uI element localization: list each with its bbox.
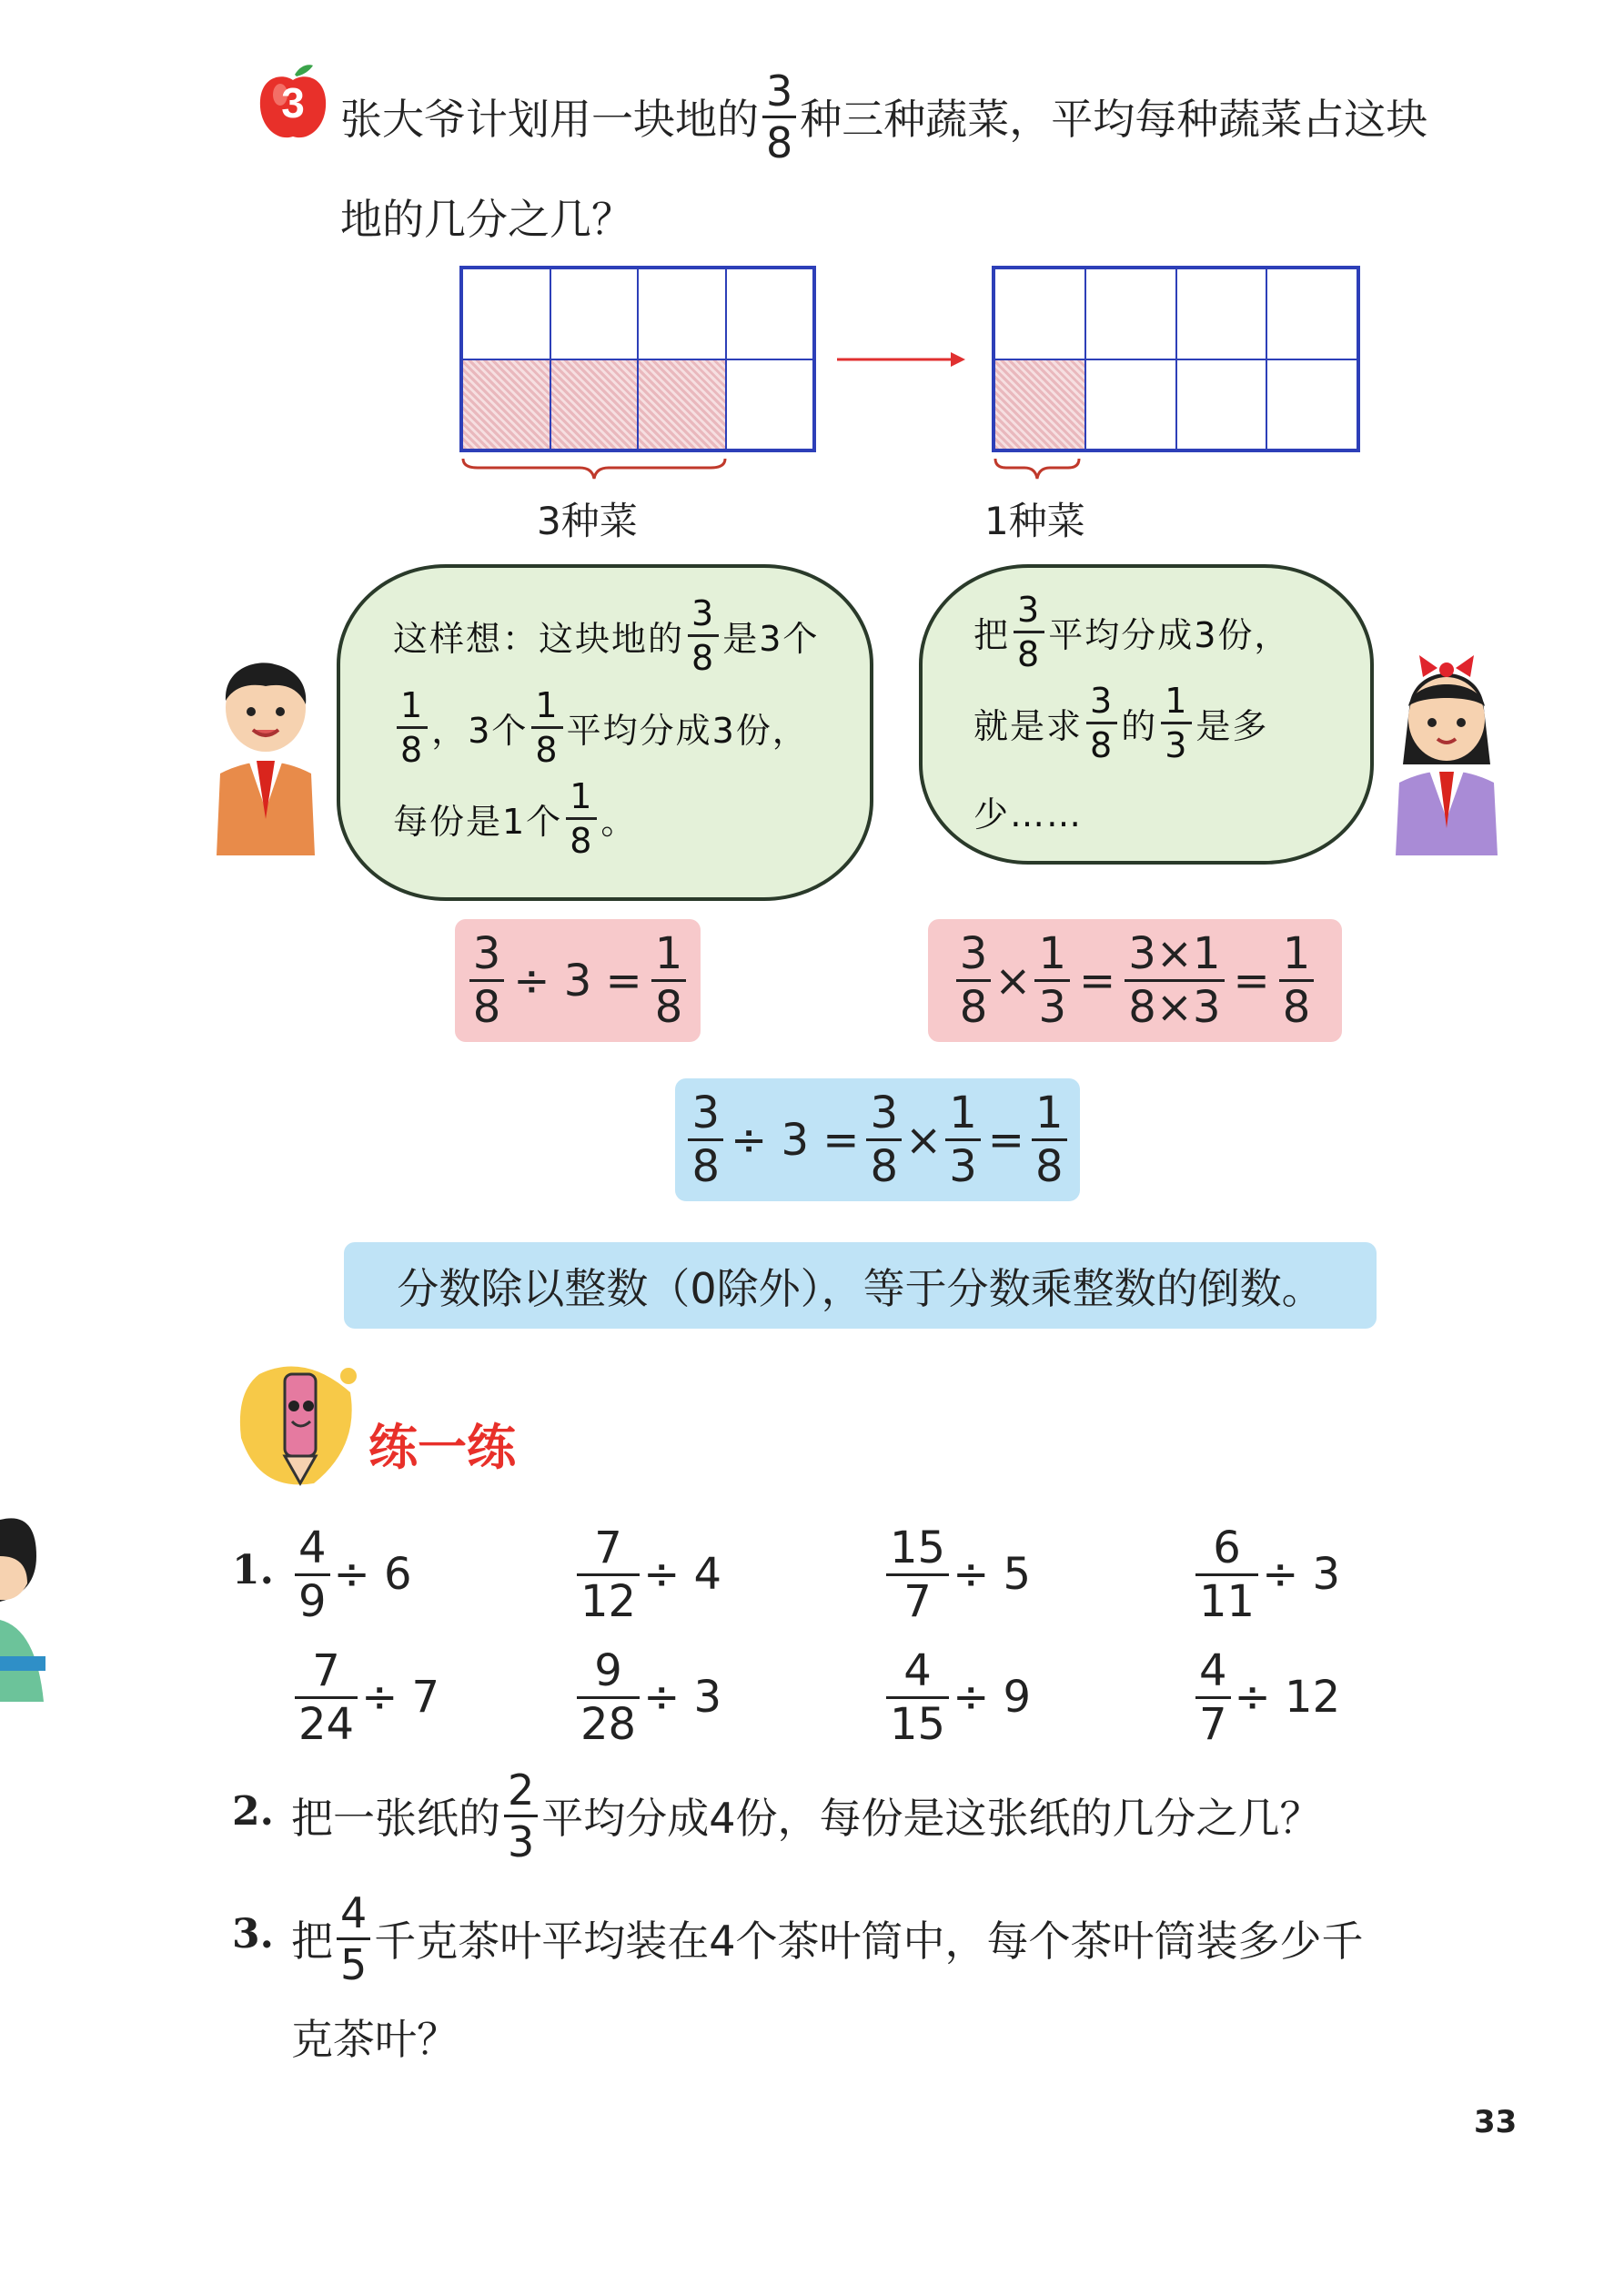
right-grid-label: 1种菜	[984, 499, 1085, 543]
grid-cell	[1266, 268, 1357, 359]
example-badge	[255, 62, 331, 144]
exercise-item: $\frac{7}{12}$ ÷ 4	[573, 1515, 721, 1633]
exercise-item: $\frac{9}{28}$ ÷ 3	[573, 1638, 721, 1756]
exercise-item: $\frac{15}{7}$ ÷ 5	[883, 1515, 1031, 1633]
question-3-line-1: 把 $\frac{4}{5}$ 千克茶叶平均装在4个茶叶筒中，每个茶叶筒装多少千	[291, 1887, 1364, 1989]
page-number: 33	[1474, 2104, 1518, 2140]
girl-character-icon	[1383, 655, 1510, 855]
question-2-label: 2.	[232, 1788, 274, 1835]
example-text-b: 种三种蔬菜，平均每种蔬菜占这块	[800, 95, 1428, 144]
exercise-item: $\frac{4}{15}$ ÷ 9	[883, 1638, 1031, 1756]
grid-cell	[1085, 268, 1176, 359]
fraction: $\frac{1}{3}$	[1161, 683, 1192, 763]
exercise-item: $\frac{4}{9}$ ÷ 6	[291, 1515, 412, 1633]
example-line-1	[340, 62, 1427, 171]
grid-cell	[726, 268, 814, 359]
grid-cell	[1085, 359, 1176, 450]
example-text-a: 张大爷计划用一块地的	[340, 95, 759, 144]
formula-division-box: $\frac{3}{8}$ ÷ 3 = $\frac{1}{8}$	[455, 919, 701, 1042]
rule-box	[344, 1242, 1377, 1329]
left-speech-bubble	[337, 564, 873, 901]
example-number: 3	[281, 79, 305, 126]
fraction: $\frac{3}{8}$	[1014, 592, 1044, 672]
bubble-left-line-2: $\frac{1}{8}$ ，3个 $\frac{1}{8}$ 平均分成3份，	[393, 682, 809, 773]
right-speech-bubble	[919, 564, 1374, 865]
bubble-right-line-3: 少……	[973, 794, 1084, 834]
fraction: $\frac{1}{8}$	[397, 688, 428, 767]
grid-cell	[1176, 359, 1267, 450]
left-grid	[459, 266, 816, 452]
grid-cell-shaded	[550, 359, 639, 450]
fraction: $\frac{3}{8}$	[1086, 683, 1117, 763]
grid-cell	[462, 268, 550, 359]
grid-cell	[638, 268, 726, 359]
rule-text: 分数除以整数（0除外），等于分数乘整数的倒数。	[397, 1263, 1324, 1313]
grid-cell-shaded	[638, 359, 726, 450]
right-arrow-icon	[832, 346, 969, 373]
question-1-label: 1.	[232, 1547, 274, 1593]
boy-character-icon	[211, 655, 320, 855]
left-brace-icon	[459, 455, 729, 482]
fraction: $\frac{3}{8}$	[688, 596, 719, 675]
question-3-label: 3.	[232, 1911, 274, 1957]
formula-multiply-box: $\frac{3}{8}$ × $\frac{1}{3}$ = $\frac{3\times 1}{8\times 3}$ = $\frac{1}{8}$	[928, 919, 1342, 1042]
grid-cell-shaded	[994, 359, 1085, 450]
grid-cell	[1176, 268, 1267, 359]
pencil-mascot-icon	[232, 1356, 368, 1492]
partial-boy-icon	[0, 1502, 55, 1702]
right-grid	[992, 266, 1360, 452]
bubble-right-line-2: 就是求 $\frac{3}{8}$ 的 $\frac{1}{3}$ 是多	[973, 680, 1269, 765]
grid-cell	[726, 359, 814, 450]
example-fraction: $\frac{3}{8}$	[762, 70, 796, 164]
practice-title: 练一练	[368, 1419, 516, 1476]
grid-cell-shaded	[462, 359, 550, 450]
bubble-left-line-1: 这样想：这块地的 $\frac{3}{8}$ 是3个	[393, 592, 820, 678]
grid-cell	[1266, 359, 1357, 450]
question-3-line-2: 克茶叶？	[291, 2015, 459, 2064]
fraction: $\frac{1}{8}$	[566, 779, 597, 858]
exercise-item: $\frac{7}{24}$ ÷ 7	[291, 1638, 439, 1756]
bubble-left-line-3: 每份是1个 $\frac{1}{8}$ 。	[393, 775, 638, 861]
example-line-2: 地的几分之几？	[340, 195, 633, 244]
question-2-text: 把一张纸的 $\frac{2}{3}$ 平均分成4份，每份是这张纸的几分之几？	[291, 1765, 1322, 1866]
grid-cell	[994, 268, 1085, 359]
grid-cell	[550, 268, 639, 359]
exercise-item: $\frac{4}{7}$ ÷ 12	[1192, 1638, 1340, 1756]
formula-combined-box: $\frac{3}{8}$ ÷ 3 = $\frac{3}{8}$ × $\frac{1}{3}$ = $\frac{1}{8}$	[675, 1078, 1080, 1201]
left-grid-label: 3种菜	[537, 499, 638, 543]
exercise-item: $\frac{6}{11}$ ÷ 3	[1192, 1515, 1340, 1633]
right-brace-icon	[992, 455, 1083, 482]
bubble-right-line-1: 把 $\frac{3}{8}$ 平均分成3份，	[973, 589, 1291, 674]
fraction: $\frac{1}{8}$	[531, 688, 562, 767]
